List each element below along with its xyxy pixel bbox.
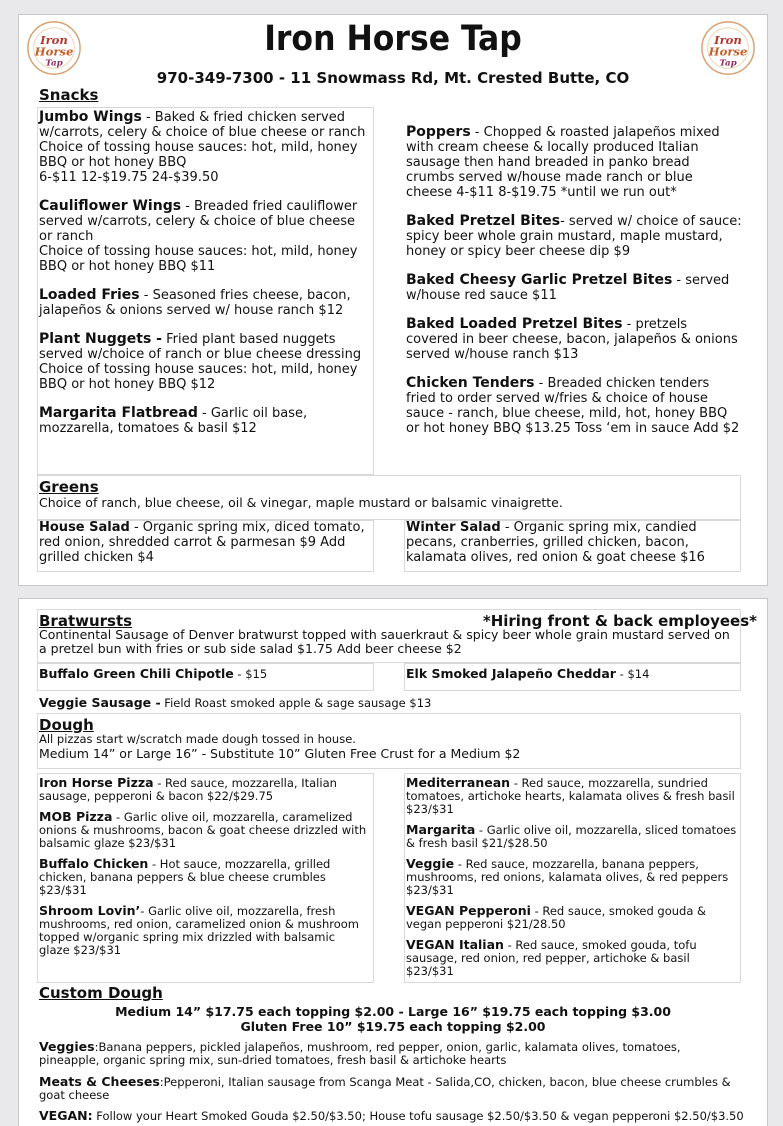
item-name: Jumbo Wings xyxy=(39,109,142,125)
contact-line: 970-349-7300 - 11 Snowmass Rd, Mt. Crested Butte, CO xyxy=(156,69,630,87)
item-name: Iron Horse Pizza xyxy=(39,775,154,790)
item-name: VEGAN Pepperoni xyxy=(406,903,531,918)
menu-item xyxy=(39,332,372,392)
custom-meats xyxy=(39,1075,739,1102)
svg-text:Horse: Horse xyxy=(708,44,748,59)
svg-text:Horse: Horse xyxy=(34,44,74,59)
snacks-left-column xyxy=(39,110,372,436)
menu-item xyxy=(39,288,372,318)
pizza-item xyxy=(39,904,369,957)
item-desc: - $15 xyxy=(233,667,268,681)
item-name: Plant Nuggets - xyxy=(39,331,162,347)
item-name: House Salad xyxy=(39,520,130,535)
item-extra: Choice of tossing house sauces: hot, mild, honey BBQ or hot honey BBQ $11 xyxy=(39,244,358,274)
item-name: Chicken Tenders xyxy=(406,375,535,391)
menu-page-2 xyxy=(18,598,768,1126)
pizza-item xyxy=(406,823,739,850)
item-desc: - served w/ choice of sauce: spicy beer whole grain mustard, maple mustard, honey or spicy beer cheese dip $9 xyxy=(406,214,742,259)
item-name: Loaded Fries xyxy=(39,287,140,303)
item-desc: - Garlic olive oil, mozzarella, fresh mushrooms, red onion, caramelized onion & mushroom topped w/organic spring mix drizzled with balsamic glaze $23/$31 xyxy=(39,904,360,957)
item-name: Baked Cheesy Garlic Pretzel Bites xyxy=(406,272,673,288)
meats-label: Meats & Cheeses xyxy=(39,1074,160,1089)
menu-item xyxy=(406,317,742,362)
pizza-item xyxy=(406,857,739,897)
custom-dough-heading: Custom Dough xyxy=(39,984,163,1002)
item-name: Elk Smoked Jalapeño Cheddar xyxy=(406,666,616,681)
pizzas-left-column xyxy=(39,776,369,957)
item-desc: - Garlic olive oil, mozzarella, sliced tomatoes & fresh basil $21/$28.50 xyxy=(406,823,737,850)
item-desc: - Red sauce, mozzarella, sundried tomatoes, artichoke hearts, kalamata olives & fresh basil $23/$31 xyxy=(406,776,735,816)
menu-item xyxy=(39,110,372,185)
item-desc: - Hot sauce, mozzarella, grilled chicken, banana peppers & blue cheese crumbles $23/$31 xyxy=(39,857,331,897)
item-extra: Choice of tossing house sauces: hot, mild, honey BBQ or hot honey BBQ xyxy=(39,140,358,170)
pizzas-right-column xyxy=(406,776,739,978)
item-name: MOB Pizza xyxy=(39,809,113,824)
dough-note-1: All pizzas start w/scratch made dough tossed in house. xyxy=(39,732,356,746)
item-name: Poppers xyxy=(406,124,471,140)
veggie-sausage xyxy=(39,696,739,710)
item-name: Buffalo Green Chili Chipotle xyxy=(39,666,234,681)
item-name: Margarita xyxy=(406,822,476,837)
house-salad xyxy=(39,520,372,565)
menu-item xyxy=(406,376,742,436)
item-desc: - pretzels covered in beer cheese, bacon, jalapeños & onions served w/house ranch $13 xyxy=(406,317,738,362)
item-desc: - Red sauce, mozzarella, Italian sausage, pepperoni & bacon $22/$29.75 xyxy=(39,776,337,803)
greens-heading: Greens xyxy=(39,478,99,496)
pizza-item xyxy=(39,810,369,850)
custom-vegan xyxy=(39,1109,749,1123)
item-desc: - Organic spring mix, diced tomato, red onion, shredded carrot & parmesan $9 Add grilled chicken $4 xyxy=(39,520,365,565)
snacks-heading: Snacks xyxy=(39,86,99,104)
item-extra: 6-$11 12-$19.75 24-$39.50 xyxy=(39,170,219,185)
item-name: Mediterranean xyxy=(406,775,511,790)
item-desc: - Organic spring mix, candied pecans, cranberries, grilled chicken, bacon, kalamata olives, red onion & goat cheese $16 xyxy=(406,520,705,565)
veggies-label: Veggies xyxy=(39,1039,95,1054)
item-desc: - Red sauce, mozzarella, banana peppers, mushrooms, red onions, kalamata olives, & red peppers $23/$31 xyxy=(406,857,729,897)
menu-item xyxy=(39,199,372,274)
brat-item-right xyxy=(406,667,739,681)
item-name: Winter Salad xyxy=(406,520,501,535)
item-desc: - Red sauce, smoked gouda & vegan pepperoni $21/28.50 xyxy=(406,904,707,931)
item-name: Baked Pretzel Bites xyxy=(406,213,561,229)
vegan-label: VEGAN: xyxy=(39,1108,93,1123)
brat-item-left xyxy=(39,667,372,681)
item-desc: - $14 xyxy=(615,667,650,681)
menu-item xyxy=(406,125,742,200)
menu-item xyxy=(406,273,742,303)
item-name: Shroom Lovin’ xyxy=(39,903,141,918)
svg-text:Iron: Iron xyxy=(714,33,742,48)
item-name: Cauliflower Wings xyxy=(39,198,182,214)
item-desc: - Red sauce, smoked gouda, tofu sausage, red onion, red pepper, artichoke & basil $23/$31 xyxy=(406,938,697,978)
item-desc: - Seasoned fries cheese, bacon, jalapeños & onions served w/ house ranch $12 xyxy=(39,288,351,318)
pizza-item xyxy=(406,938,739,978)
item-name: Buffalo Chicken xyxy=(39,856,149,871)
menu-item xyxy=(406,214,742,259)
item-desc: - Breaded chicken tenders fried to order served w/fries & choice of house sauce - ranch, blue cheese, mild, hot, honey BBQ or hot honey BBQ $13.25 Toss ‘em in sauce Add $2 xyxy=(406,376,740,436)
dough-note-2: Medium 14” or Large 16” - Substitute 10” Gluten Free Crust for a Medium $2 xyxy=(39,746,521,761)
item-name: Veggie Sausage - xyxy=(39,695,161,710)
veggies-list: :Banana peppers, pickled jalapeños, mushroom, red pepper, onion, garlic, kalamata olives, tomatoes, pineapple, organic spring mix, sun-dried tomatoes, fresh basil & artichoke hearts xyxy=(39,1040,681,1067)
item-name: Margarita Flatbread xyxy=(39,405,198,421)
item-extra: Choice of tossing house sauces: hot, mild, honey BBQ or hot honey BBQ $12 xyxy=(39,362,358,392)
brats-heading: Bratwursts xyxy=(39,612,133,630)
pizza-item xyxy=(39,857,369,897)
snacks-right-column xyxy=(406,125,742,436)
restaurant-title: Iron Horse Tap xyxy=(264,19,522,59)
svg-text:Tap: Tap xyxy=(45,58,63,69)
custom-price-line-1: Medium 14” $17.75 each topping $2.00 - Large 16” $19.75 each topping $3.00 xyxy=(115,1004,671,1019)
pizza-item xyxy=(406,776,739,816)
vegan-list: Follow your Heart Smoked Gouda $2.50/$3.50; House tofu sausage $2.50/$3.50 & vegan pepperoni $2.50/$3.50 xyxy=(92,1109,744,1123)
greens-note: Choice of ranch, blue cheese, oil & vinegar, maple mustard or balsamic vinaigrette. xyxy=(39,495,563,510)
svg-text:Tap: Tap xyxy=(719,58,737,69)
menu-page-1 xyxy=(18,14,768,586)
hiring-notice: *Hiring front & back employees* xyxy=(482,612,757,630)
item-desc: Fried plant based nuggets served w/choice of ranch or blue cheese dressing xyxy=(39,332,362,362)
item-name: Baked Loaded Pretzel Bites xyxy=(406,316,623,332)
winter-salad xyxy=(406,520,740,565)
pizza-item xyxy=(39,776,369,803)
item-desc: Field Roast smoked apple & sage sausage $13 xyxy=(160,696,432,710)
item-desc: - served w/house red sauce $11 xyxy=(406,273,730,303)
custom-veggies xyxy=(39,1040,739,1067)
custom-price-line-2: Gluten Free 10” $19.75 each topping $2.00 xyxy=(240,1019,546,1034)
menu-item xyxy=(39,406,372,436)
dough-heading: Dough xyxy=(39,716,94,734)
item-desc: - Chopped & roasted jalapeños mixed with cream cheese & locally produced Italian sausage then hand breaded in panko bread crumbs served w/house made ranch or blue cheese 4-$11 8-$19.75 *until we run out* xyxy=(406,125,720,200)
item-name: VEGAN Italian xyxy=(406,937,504,952)
svg-text:Iron: Iron xyxy=(40,33,68,48)
item-desc: - Garlic olive oil, mozzarella, caramelized onions & mushrooms, bacon & goat cheese drizzled with balsamic glaze $23/$31 xyxy=(39,810,367,850)
pizza-item xyxy=(406,904,739,931)
brats-note: Continental Sausage of Denver bratwurst topped with sauerkraut & spicy beer whole grain mustard served on a pretzel bun with fries or sub side salad $1.75 Add beer cheese $2 xyxy=(39,627,730,656)
item-desc: - Baked & fried chicken served w/carrots, celery & choice of blue cheese or ranch xyxy=(39,110,366,140)
meats-list: :Pepperoni, Italian sausage from Scanga Meat - Salida,CO, chicken, bacon, blue cheese crumbles & goat cheese xyxy=(39,1075,731,1102)
item-name: Veggie xyxy=(406,856,455,871)
item-desc: - Garlic oil base, mozzarella, tomatoes & basil $12 xyxy=(39,406,308,436)
item-desc: - Breaded fried cauliflower served w/carrots, celery & choice of blue cheese or ranch xyxy=(39,199,358,244)
